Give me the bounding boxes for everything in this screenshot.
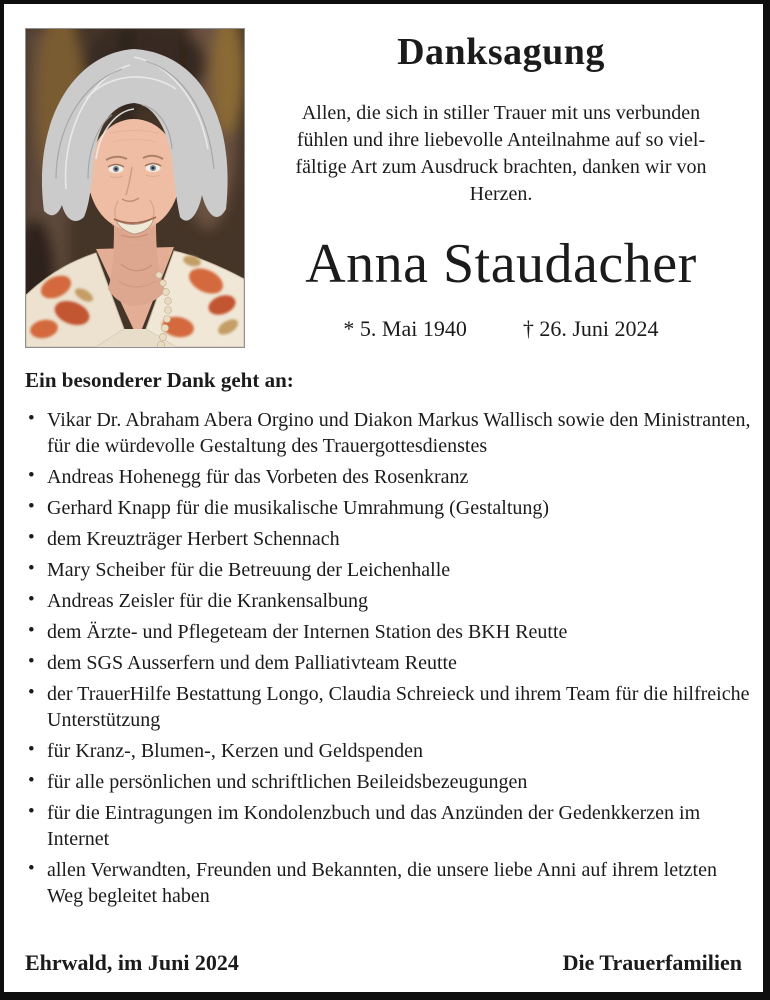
header-column (255, 24, 747, 342)
thanks-list (25, 407, 751, 909)
thanks-item: • der TrauerHilfe Bestattung Longo, Claudia Schreieck und ihrem Team für die hilfreiche Unterstützung (25, 681, 751, 733)
footer (25, 950, 742, 976)
intro-line: fühlen und ihre liebevolle Anteilnahme auf so viel- (296, 129, 706, 151)
portrait-photo (25, 28, 245, 348)
intro-line: fältige Art zum Ausdruck brachten, danken wir von (295, 156, 707, 178)
intro-line: Allen, die sich in stiller Trauer mit uns verbunden (301, 102, 701, 124)
thanks-item: • Gerhard Knapp für die musikalische Umrahmung (Gestaltung) (25, 495, 751, 521)
birth-date: * 5. Mai 1940 (343, 316, 467, 341)
thanks-item: • Andreas Hohenegg für das Vorbeten des Rosenkranz (25, 464, 751, 490)
thanks-item: • allen Verwandten, Freunden und Bekannten, die unsere liebe Anni auf ihrem letzten Weg begleitet haben (25, 857, 751, 909)
death-date: † 26. Juni 2024 (522, 316, 659, 341)
thanks-item: • für Kranz-, Blumen-, Kerzen und Geldspenden (25, 738, 751, 764)
thanks-heading: Ein besonderer Dank geht an: (25, 368, 294, 392)
thanks-item: • dem Ärzte- und Pflegeteam der Internen Station des BKH Reutte (25, 619, 751, 645)
thanks-item: • Vikar Dr. Abraham Abera Orgino und Diakon Markus Wallisch sowie den Ministranten, für die würdevolle Gestaltung des Trauergottesdienstes (25, 407, 751, 459)
thanks-section (25, 368, 751, 914)
life-dates (255, 316, 747, 342)
deceased-name: Anna Staudacher (305, 233, 697, 295)
thanks-item: • Mary Scheiber für die Betreuung der Leichenhalle (25, 557, 751, 583)
thanks-item: • Andreas Zeisler für die Krankensalbung (25, 588, 751, 614)
notice-title: Danksagung (397, 31, 605, 73)
footer-place-date: Ehrwald, im Juni 2024 (25, 950, 239, 975)
footer-signature: Die Trauerfamilien (562, 950, 742, 975)
intro-line: Herzen. (469, 183, 533, 205)
intro-paragraph (255, 100, 747, 208)
thanks-item: • dem SGS Ausserfern und dem Palliativteam Reutte (25, 650, 751, 676)
portrait-illustration (26, 29, 244, 347)
thanks-item: • für alle persönlichen und schriftlichen Beileidsbezeugungen (25, 769, 751, 795)
thanks-item: • für die Eintragungen im Kondolenzbuch und das Anzünden der Gedenkkerzen im Internet (25, 800, 751, 852)
thanks-item: • dem Kreuzträger Herbert Schennach (25, 526, 751, 552)
